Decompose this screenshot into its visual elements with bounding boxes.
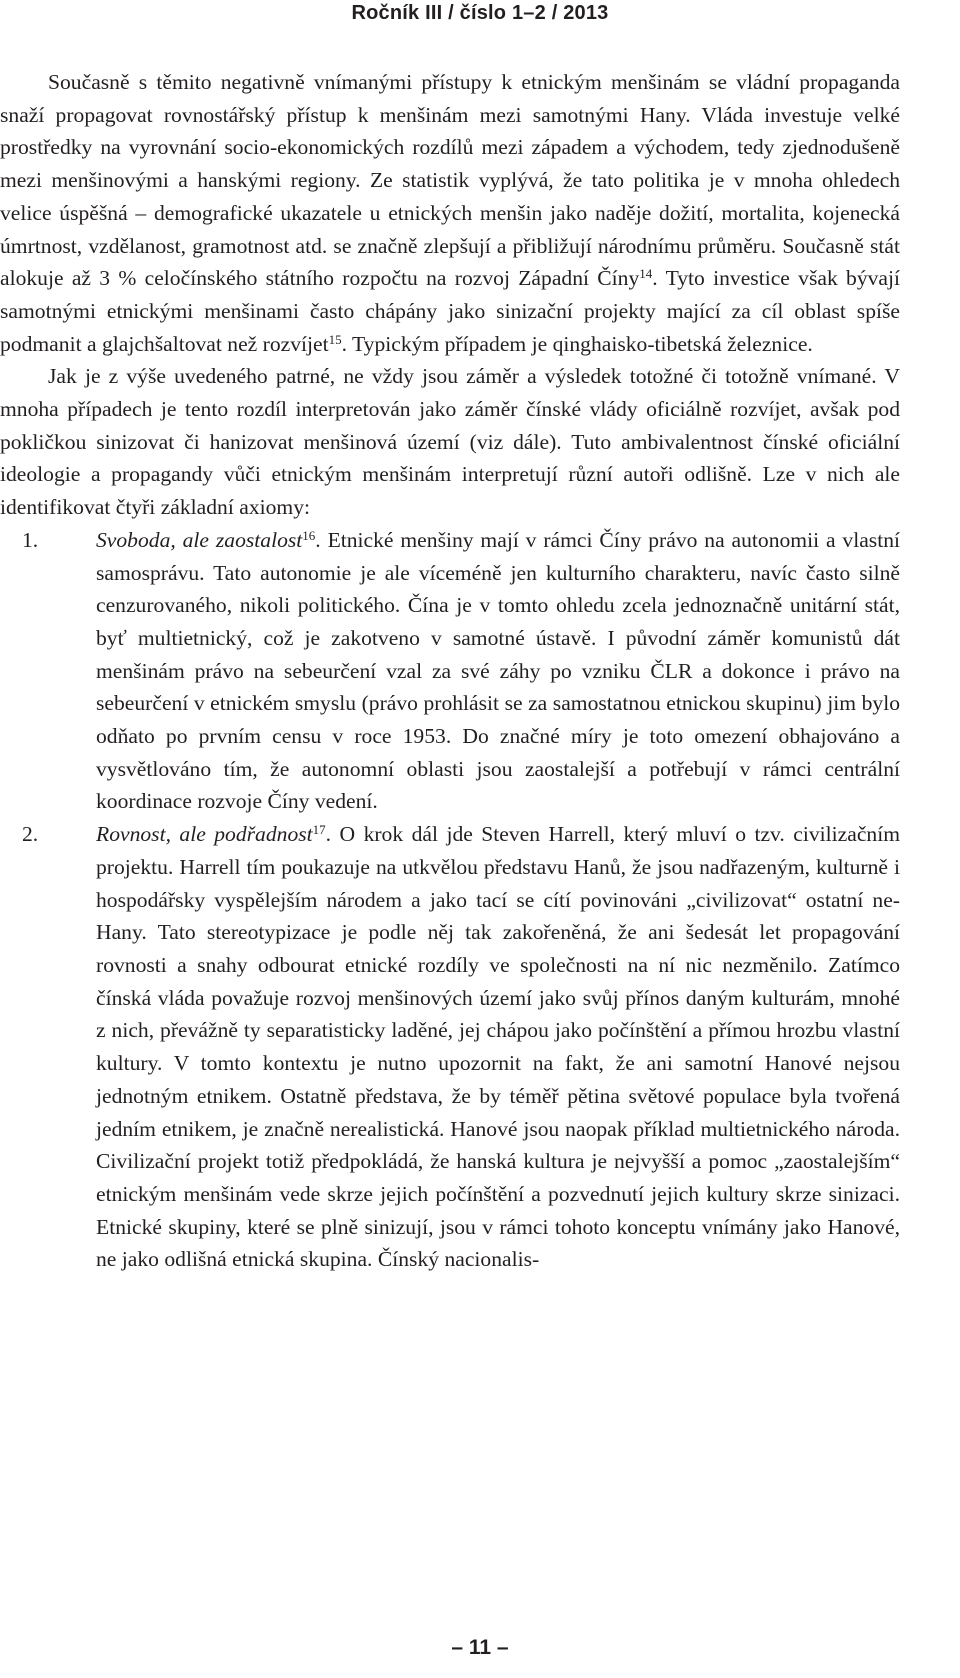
paragraph-1 <box>0 66 900 360</box>
list-item-text: . O krok dál jde Steven Harrell, který mluví o tzv. civilizačním projektu. Harrell tím poukazuje na utkvělou představu Hanů, že jsou nadřazeným, kulturně i hospodářsky vyspělejším národem a jako tací se cítí povinováni „civilizovat“ ostatní ne-Hany. Tato stereotypizace je podle něj tak zakořeněná, že ani šedesát let propagování rovnosti a snahy odbourat etnické rozdíly ve společnosti na ní nic nezměnilo. Zatímco čínská vláda považuje rozvoj menšinových území jako svůj přínos daným kulturám, mnohé z nich, převážně ty separatisticky laděné, jej chápou jako počínštění a přímou hrozbu vlastní kultury. V tomto kontextu je nutno upozornit na fakt, že ani samotní Hanové nejsou jednotným etnikem. Ostatně představa, že by téměř pětina světové populace byla tvořená jedním etnikem, je značně nerealistická. Hanové jsou naopak příklad multietnického národa. Civilizační projekt totiž předpokládá, že hanská kultura je nejvyšší a pomoc „zaostalejším“ etnickým menšinám vede skrze jejich počínštění a pozvednutí jejich kultury skrze sinizaci. Etnické skupiny, které se plně sinizují, jsou v rámci tohoto konceptu vnímány jako Hanové, ne jako odlišná etnická skupina. Čínský nacionalis- <box>96 822 901 1272</box>
list-item <box>0 818 900 1276</box>
page-number: – 11 – <box>451 1636 509 1659</box>
footnote-ref-14: 14 <box>639 266 653 282</box>
list-item-text: . Etnické menšiny mají v rámci Číny právo na autonomii a vlastní samosprávu. Tato autonomie je ale víceméně jen kulturního charakteru, navíc často silně cenzurovaného, nikoli politického. Čína je v tomto ohledu zcela jednoznačně unitární stát, byť multietnický, což je zakotveno v samotné ústavě. I původní záměr komunistů dát menšinám právo na sebeurčení vzal za své záhy po vzniku ČLR a dokonce i právo na sebeurčení v etnickém smyslu (právo prohlásit se za samostatnou etnickou skupinu) jim bylo odňato po prvním censu v roce 1953. Do značné míry je toto omezení obhajováno a vysvětlováno tím, že autonomní oblasti jsou zaostalejší a potřebují v rámci centrální koordinace rozvoje Číny vedení. <box>96 527 901 814</box>
body-text <box>0 66 900 1276</box>
footnote-ref-15: 15 <box>328 331 342 347</box>
list-item <box>0 524 900 818</box>
paragraph-1-part-a: Současně s těmito negativně vnímanými přístupy k etnickým menšinám se vládní propaganda snaží propagovat rovnostářský přístup k menšinám mezi samotnými Hany. Vláda investuje velké prostředky na vyrovnání socio-ekonomických rozdílů mezi západem a východem, tedy zjednodušeně mezi menšinovými a hanskými regiony. Ze statistik vyplývá, že tato politika je v mnoha ohledech velice úspěšná – demografické ukazatele u etnických menšin jako naděje dožití, mortalita, kojenecká úmrtnost, vzdělanost, gramotnost atd. se značně zlepšují a přibližují národnímu průměru. Současně stát alokuje až 3 % celočínského státního rozpočtu na rozvoj Západní Číny <box>0 70 900 291</box>
axioms-list <box>0 524 900 1276</box>
list-item-title: Svoboda, ale zaostalost <box>96 527 303 552</box>
list-item-number: 1. <box>22 527 39 552</box>
paragraph-1-part-b: . Tyto investice však bývají samotnými etnickými menšinami často chápány jako sinizační projekty mající za cíl oblast spíše podmanit a glajchšaltovat než rozvíjet <box>0 266 900 356</box>
list-item-title: Rovnost, ale podřadnost <box>96 822 313 847</box>
paragraph-2: Jak je z výše uvedeného patrné, ne vždy jsou záměr a výsledek totožné či totožně vnímané. V mnoha případech je tento rozdíl interpretován jako záměr čínské vlády oficiálně rozvíjet, avšak pod pokličkou sinizovat či hanizovat menšinová území (viz dále). Tuto ambivalentnost čínské oficiální ideologie a propagandy vůči etnickým menšinám interpretují různí autoři odlišně. Lze v nich ale identifikovat čtyři základní axiomy: <box>0 364 900 520</box>
running-head: Ročník III / číslo 1–2 / 2013 <box>351 2 609 24</box>
footnote-ref-17: 17 <box>312 822 326 838</box>
footnote-ref-16: 16 <box>302 527 316 543</box>
list-item-number: 2. <box>22 822 39 847</box>
paragraph-1-part-c: . Typickým případem je qinghaisko-tibetská železnice. <box>341 331 813 356</box>
